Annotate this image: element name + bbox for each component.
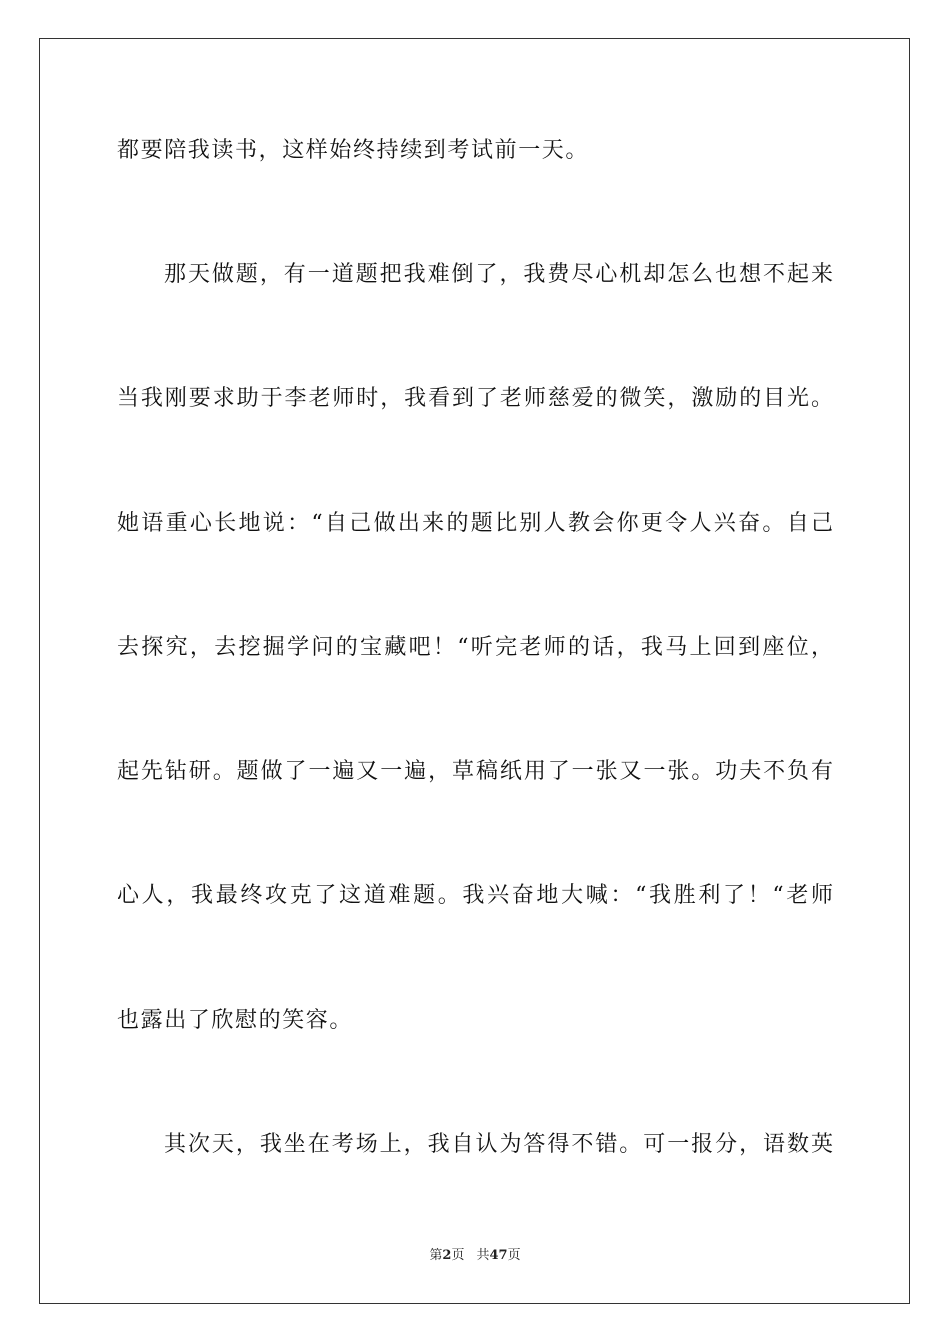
- page-footer: [0, 1247, 950, 1265]
- text-line-3: 当我刚要求助于李老师时，我看到了老师慈爱的微笑，激励的目光。: [117, 386, 833, 411]
- page-prefix: 第: [429, 1248, 443, 1263]
- total-suffix: 页: [507, 1248, 521, 1263]
- text-line-9: 其次天，我坐在考场上，我自认为答得不错。可一报分，语数英: [164, 1132, 833, 1157]
- page-number: 2: [442, 1248, 452, 1263]
- text-line-2: 那天做题，有一道题把我难倒了，我费尽心机却怎么也想不起来: [164, 262, 833, 287]
- text-line-8: 也露出了欣慰的笑容。: [117, 1008, 354, 1033]
- total-pages: 47: [489, 1248, 508, 1263]
- text-line-4: 她语重心长地说：“自己做出来的题比别人教会你更令人兴奋。自己: [117, 511, 833, 536]
- text-line-1: 都要陪我读书，这样始终持续到考试前一天。: [117, 138, 590, 163]
- page-border: [39, 38, 910, 1304]
- total-prefix: 共: [476, 1248, 490, 1263]
- text-line-7: 心人，我最终攻克了这道难题。我兴奋地大喊：“我胜利了！“老师: [117, 883, 833, 908]
- page-suffix: 页: [451, 1248, 465, 1263]
- text-line-5: 去探究，去挖掘学问的宝藏吧！“听完老师的话，我马上回到座位，: [117, 635, 833, 660]
- text-line-6: 起先钻研。题做了一遍又一遍，草稿纸用了一张又一张。功夫不负有: [117, 759, 833, 784]
